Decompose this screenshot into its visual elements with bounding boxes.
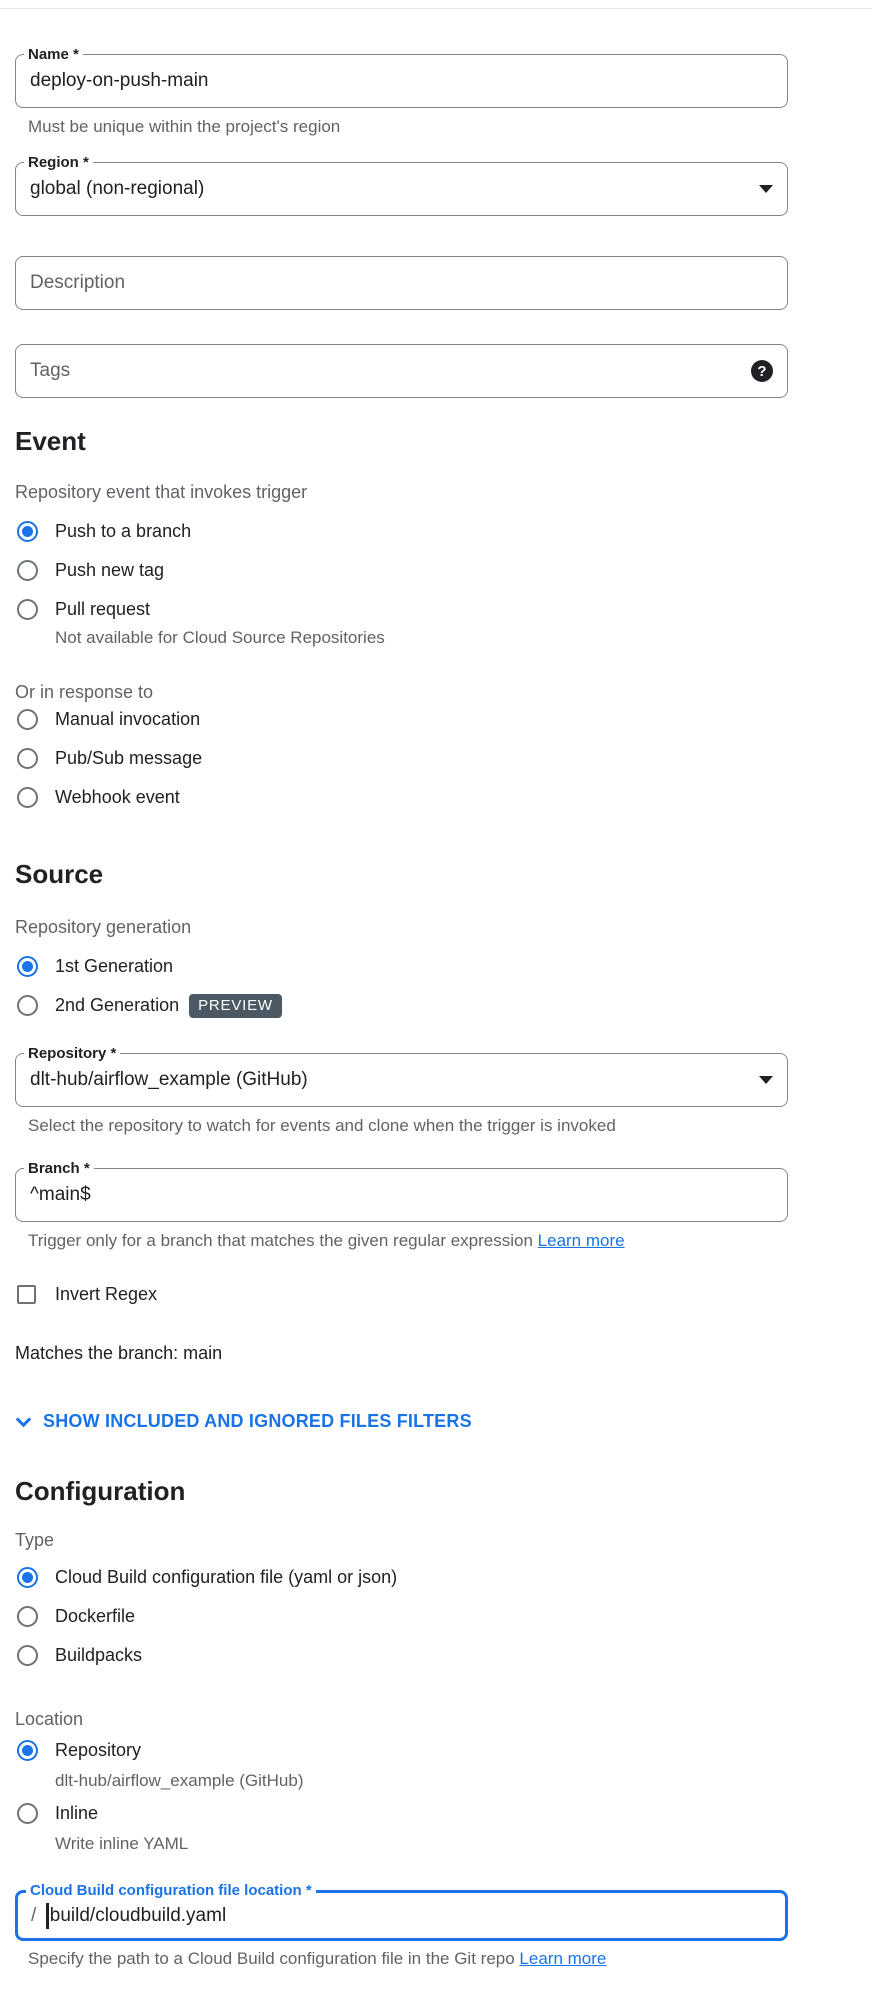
radio-button-icon[interactable]: [17, 787, 38, 808]
repository-generation-intro: Repository generation: [15, 917, 192, 937]
show-files-filters-toggle[interactable]: [15, 1410, 788, 1432]
radio-button-icon[interactable]: [17, 748, 38, 769]
type-intro: Type: [15, 1530, 55, 1550]
branch-match-note: Matches the branch: main: [15, 1343, 223, 1363]
checkbox-icon[interactable]: [17, 1285, 36, 1304]
radio-label: Manual invocation: [55, 709, 201, 729]
location-inline-sublabel: Write inline YAML: [55, 1834, 189, 1853]
location-repository-sublabel: dlt-hub/airflow_example (GitHub): [55, 1771, 304, 1790]
radio-label: Pull request: [55, 599, 151, 619]
radio-push-to-a-branch[interactable]: [15, 512, 788, 551]
radio-label: Buildpacks: [55, 1645, 143, 1665]
radio-label: Dockerfile: [55, 1606, 136, 1626]
radio-manual-invocation[interactable]: [15, 700, 788, 739]
location-intro: Location: [15, 1709, 84, 1729]
radio-label: Pub/Sub message: [55, 748, 203, 768]
event-section-heading: Event: [15, 426, 86, 456]
region-select-value: global (non-regional): [30, 178, 205, 199]
radio-2nd-generation[interactable]: [15, 986, 788, 1025]
radio-button-icon[interactable]: [17, 1803, 38, 1824]
radio-label: Push new tag: [55, 560, 165, 580]
repository-helper-text: Select the repository to watch for events and clone when the trigger is invoked: [28, 1116, 616, 1135]
description-placeholder: Description: [30, 272, 126, 293]
repository-select[interactable]: [15, 1045, 788, 1107]
chevron-down-icon: [16, 1411, 32, 1427]
radio-button-icon[interactable]: [17, 1606, 38, 1627]
radio-label: Push to a branch: [55, 521, 192, 541]
config-learn-more-link[interactable]: Learn more: [519, 1949, 607, 1968]
branch-field-value: ^main$: [30, 1184, 91, 1205]
radio-location-inline[interactable]: [15, 1794, 788, 1833]
caret-down-icon: [759, 1076, 773, 1084]
radio-button-icon[interactable]: [17, 521, 38, 542]
radio-button-icon[interactable]: [17, 956, 38, 977]
radio-button-icon[interactable]: [17, 709, 38, 730]
config-helper-body: Specify the path to a Cloud Build configuration file in the Git repo: [28, 1949, 515, 1968]
invert-regex-checkbox-row[interactable]: [15, 1275, 788, 1314]
radio-push-new-tag[interactable]: [15, 551, 788, 590]
radio-cloud-build-config-file[interactable]: [15, 1558, 788, 1597]
pull-request-sublabel: Not available for Cloud Source Repositories: [55, 628, 385, 647]
config-file-location-field[interactable]: [15, 1882, 788, 1941]
radio-label: Repository: [55, 1740, 142, 1760]
radio-button-icon[interactable]: [17, 995, 38, 1016]
config-file-location-helper: [28, 1949, 788, 1969]
radio-button-icon[interactable]: [17, 599, 38, 620]
radio-button-icon[interactable]: [17, 560, 38, 581]
radio-button-icon[interactable]: [17, 1567, 38, 1588]
radio-label: 2nd Generation: [55, 995, 180, 1015]
name-field-value: deploy-on-push-main: [30, 70, 209, 91]
radio-label: Webhook event: [55, 787, 180, 807]
branch-field[interactable]: [15, 1160, 788, 1222]
region-select-label: Region *: [24, 154, 93, 172]
radio-location-repository[interactable]: [15, 1731, 788, 1770]
branch-field-label: Branch *: [24, 1160, 94, 1178]
repository-select-value: dlt-hub/airflow_example (GitHub): [30, 1069, 308, 1090]
repository-select-label: Repository *: [24, 1045, 120, 1063]
radio-buildpacks[interactable]: [15, 1636, 788, 1675]
config-file-location-value: build/cloudbuild.yaml: [49, 1904, 227, 1926]
radio-dockerfile[interactable]: [15, 1597, 788, 1636]
help-icon[interactable]: ?: [751, 360, 773, 382]
branch-learn-more-link[interactable]: Learn more: [537, 1231, 625, 1250]
source-section-heading: Source: [15, 859, 104, 889]
name-field[interactable]: [15, 46, 788, 108]
radio-webhook-event[interactable]: [15, 778, 788, 817]
radio-1st-generation[interactable]: [15, 947, 788, 986]
name-field-label: Name *: [24, 46, 83, 64]
invert-regex-label: Invert Regex: [55, 1284, 158, 1304]
tags-placeholder: Tags: [30, 360, 71, 381]
radio-pull-request[interactable]: [15, 590, 788, 629]
config-file-location-label: Cloud Build configuration file location *: [26, 1882, 316, 1900]
event-intro-text: Repository event that invokes trigger: [15, 482, 308, 502]
path-prefix: /: [31, 1904, 37, 1926]
radio-pubsub-message[interactable]: [15, 739, 788, 778]
caret-down-icon: [759, 185, 773, 193]
text-cursor: [46, 1903, 49, 1929]
description-field[interactable]: [15, 256, 788, 310]
branch-helper-text: [28, 1231, 788, 1251]
radio-label: 1st Generation: [55, 956, 174, 976]
radio-button-icon[interactable]: [17, 1645, 38, 1666]
radio-label: Inline: [55, 1803, 99, 1823]
branch-helper-body: Trigger only for a branch that matches the given regular expression: [28, 1231, 533, 1250]
show-files-filters-label: SHOW INCLUDED AND IGNORED FILES FILTERS: [43, 1411, 472, 1431]
preview-badge: PREVIEW: [189, 994, 282, 1018]
tags-field[interactable]: [15, 344, 788, 398]
region-select[interactable]: [15, 154, 788, 216]
name-helper-text: Must be unique within the project's region: [28, 117, 341, 136]
or-in-response-intro: Or in response to: [15, 682, 154, 702]
radio-label: Cloud Build configuration file (yaml or json): [55, 1567, 398, 1587]
top-divider: [0, 0, 872, 9]
radio-button-icon[interactable]: [17, 1740, 38, 1761]
configuration-section-heading: Configuration: [15, 1476, 186, 1506]
